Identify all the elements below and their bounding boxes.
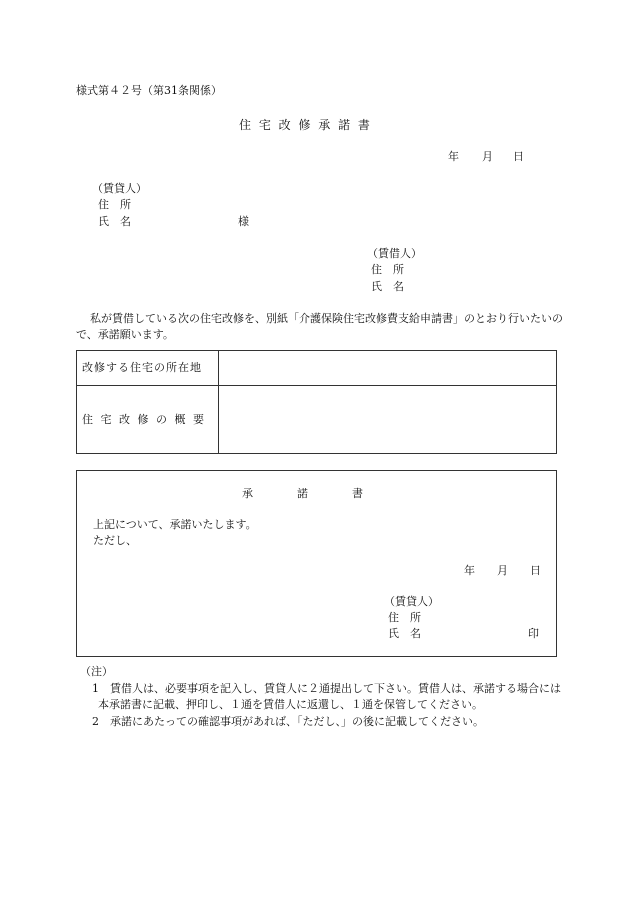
note2-number: 2 <box>92 715 99 728</box>
tenant-address-label: 住 所 <box>371 263 404 276</box>
consent-line2: ただし、 <box>93 534 137 547</box>
consent-role: （賃貸人） <box>384 595 439 608</box>
landlord-honorific: 様 <box>238 215 249 228</box>
page-title: 住 宅 改 修 承 諾 書 <box>239 118 372 132</box>
consent-address-label: 住 所 <box>388 611 421 624</box>
table-label-overview: 住 宅 改 修 の 概 要 <box>82 413 206 426</box>
consent-date-year: 年 <box>464 564 475 577</box>
table-column-divider <box>218 350 219 454</box>
landlord-role: （賃貸人） <box>92 182 147 195</box>
landlord-address-label: 住 所 <box>98 198 131 211</box>
form-number: 様式第４２号（第31条関係） <box>76 84 222 97</box>
consent-line1: 上記について、承諾いたします。 <box>93 518 257 531</box>
notes-heading: （注） <box>80 665 113 678</box>
request-text-line2: で、承諾願います。 <box>76 328 174 341</box>
table-label-location: 改修する住宅の所在地 <box>82 361 202 374</box>
consent-date-month: 月 <box>497 564 508 577</box>
note1-number: 1 <box>92 682 99 695</box>
note2-line1: 承諾にあたっての確認事項があれば、「ただし、」の後に記載してください。 <box>110 715 484 728</box>
date-year-label: 年 <box>448 150 459 163</box>
consent-name-label: 氏 名 <box>388 627 421 640</box>
tenant-role: （賃借人） <box>367 247 422 260</box>
consent-title: 承 諾 書 <box>242 487 363 500</box>
note1-line1: 賃借人は、必要事項を記入し、賃貸人に２通提出して下さい。賃借人は、承諾する場合には <box>110 682 561 695</box>
tenant-name-label: 氏 名 <box>371 280 404 293</box>
date-day-label: 日 <box>513 150 524 163</box>
consent-date-day: 日 <box>530 564 541 577</box>
request-text-line1: 私が賃借している次の住宅改修を、別紙「介護保険住宅改修費支給申請書」のとおり行いたいの <box>90 312 563 325</box>
date-month-label: 月 <box>482 150 493 163</box>
note1-line2: 本承諾書に記載、押印し、１通を賃借人に返還し、１通を保管してください。 <box>98 698 483 711</box>
seal-mark: 印 <box>528 627 539 640</box>
table-row-divider <box>76 385 557 386</box>
landlord-name-label: 氏 名 <box>98 215 131 228</box>
